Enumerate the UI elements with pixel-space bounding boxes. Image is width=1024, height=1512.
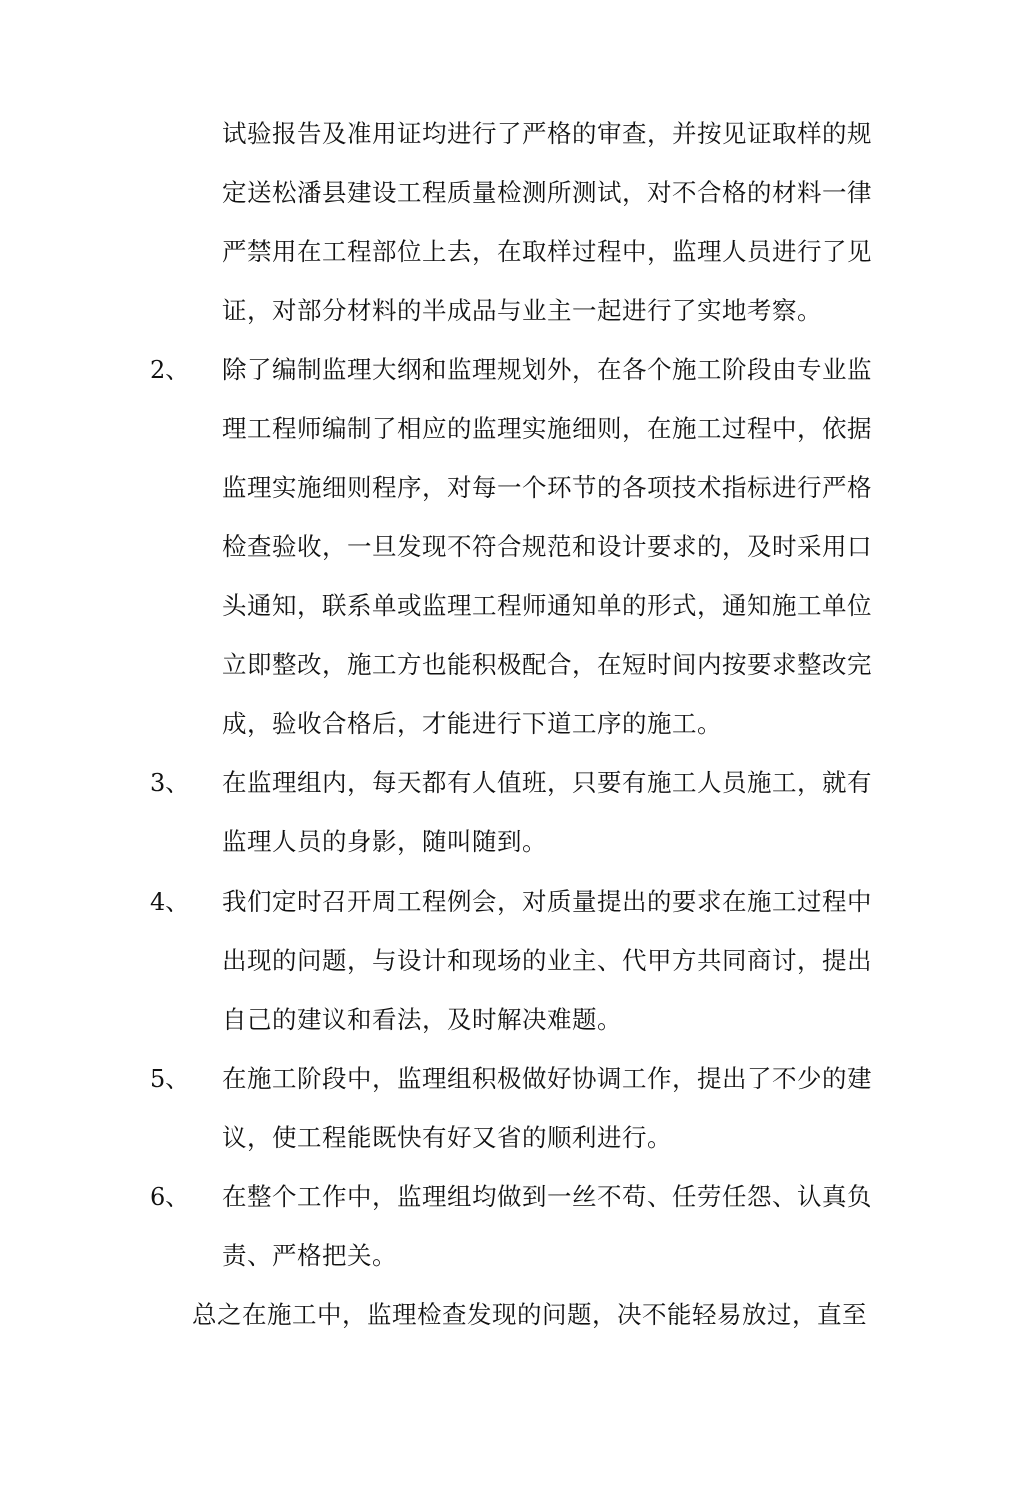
paragraph-line: 定送松潘县建设工程质量检测所测试，对不合格的材料一律	[222, 178, 872, 207]
list-item-number: 2、	[150, 356, 190, 384]
list-item-line: 除了编制监理大纲和监理规划外，在各个施工阶段由专业监	[222, 355, 872, 384]
paragraph-line: 严禁用在工程部位上去，在取样过程中，监理人员进行了见	[222, 237, 872, 266]
list-item-number: 3、	[150, 769, 190, 797]
list-item-line: 我们定时召开周工程例会，对质量提出的要求在施工过程中	[222, 887, 872, 916]
list-item-number: 6、	[150, 1183, 190, 1211]
paragraph-line: 试验报告及准用证均进行了严格的审查，并按见证取样的规	[222, 119, 872, 148]
list-item-line: 自己的建议和看法，及时解决难题。	[222, 1005, 622, 1034]
list-item-number: 5、	[150, 1065, 190, 1093]
paragraph-line: 证，对部分材料的半成品与业主一起进行了实地考察。	[222, 296, 822, 325]
list-item-line: 议，使工程能既快有好又省的顺利进行。	[222, 1123, 672, 1152]
list-item-line: 出现的问题，与设计和现场的业主、代甲方共同商讨，提出	[222, 946, 872, 975]
list-item-line: 理工程师编制了相应的监理实施细则，在施工过程中，依据	[222, 414, 872, 443]
list-item-line: 检查验收，一旦发现不符合规范和设计要求的，及时采用口	[222, 532, 872, 561]
list-item-number: 4、	[150, 888, 190, 916]
list-item-line: 立即整改，施工方也能积极配合，在短时间内按要求整改完	[222, 650, 872, 679]
list-item-line: 在施工阶段中，监理组积极做好协调工作，提出了不少的建	[222, 1064, 872, 1093]
list-item-line: 头通知，联系单或监理工程师通知单的形式，通知施工单位	[222, 591, 872, 620]
list-item-line: 在整个工作中，监理组均做到一丝不苟、任劳任怨、认真负	[222, 1182, 872, 1211]
list-item-line: 监理人员的身影，随叫随到。	[222, 827, 547, 856]
list-item-line: 成，验收合格后，才能进行下道工序的施工。	[222, 709, 722, 738]
list-item-line: 在监理组内，每天都有人值班，只要有施工人员施工，就有	[222, 768, 872, 797]
list-item-line: 责、严格把关。	[222, 1241, 397, 1270]
closing-paragraph-line: 总之在施工中，监理检查发现的问题，决不能轻易放过，直至	[192, 1300, 867, 1329]
list-item-line: 监理实施细则程序，对每一个环节的各项技术指标进行严格	[222, 473, 872, 502]
